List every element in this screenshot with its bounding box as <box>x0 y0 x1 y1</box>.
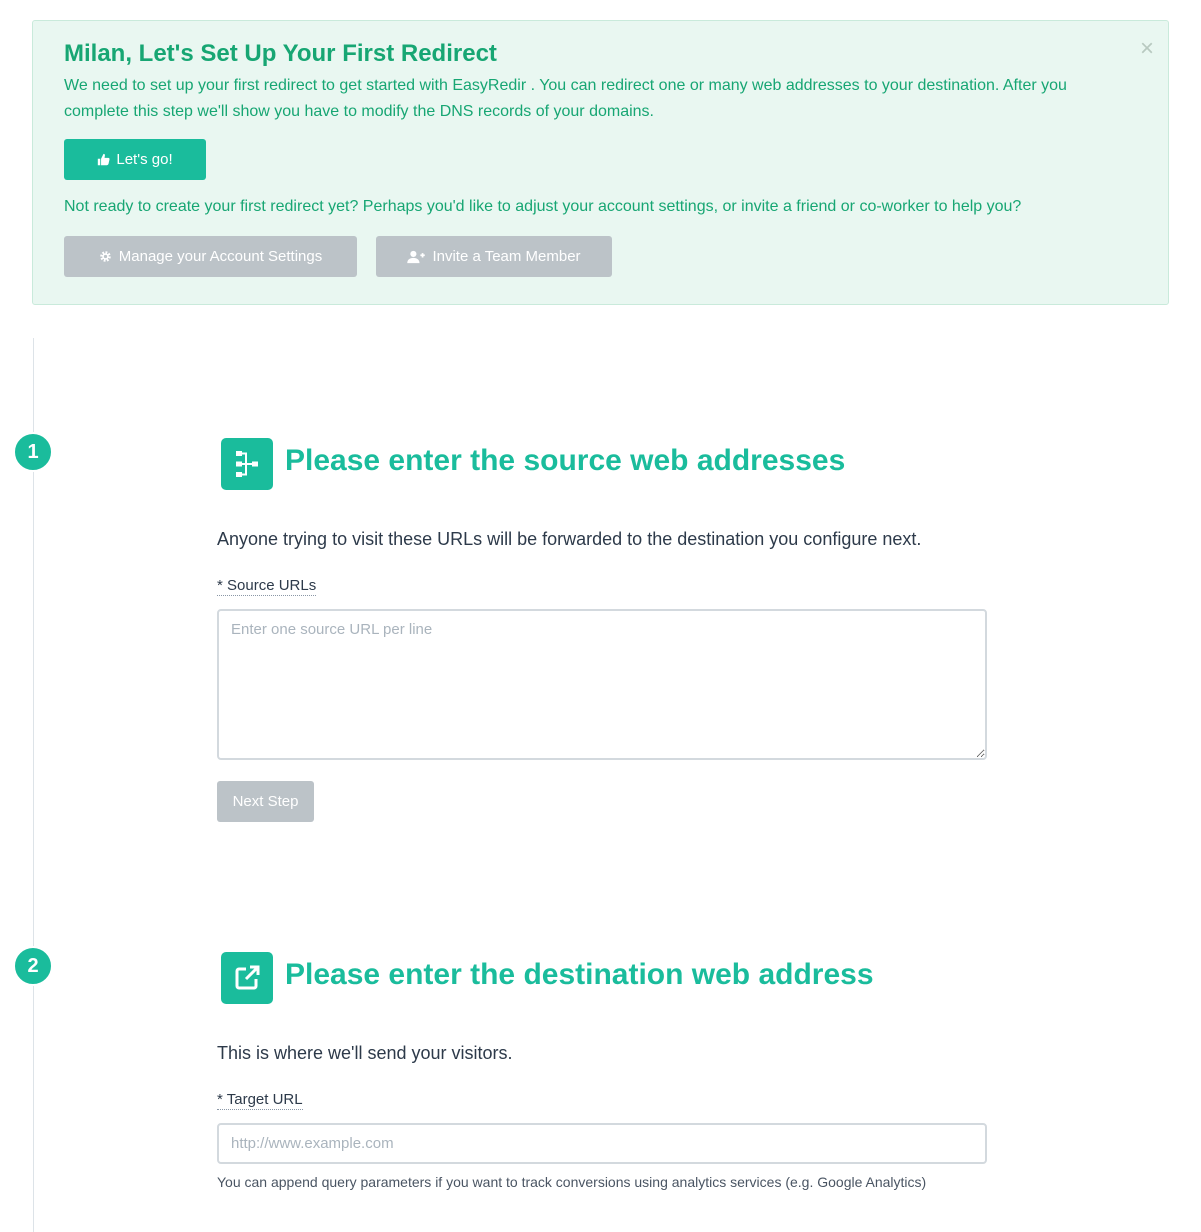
target-url-label: * Target URL <box>217 1091 303 1108</box>
step-1-number: 1 <box>13 432 53 472</box>
thumbs-up-icon <box>97 153 110 166</box>
step-2-title: Please enter the destination web address <box>285 958 874 991</box>
banner-title: Milan, Let's Set Up Your First Redirect <box>64 40 497 67</box>
manage-account-settings-button[interactable] <box>64 236 357 277</box>
setup-banner <box>32 20 1169 305</box>
next-step-button[interactable]: Next Step <box>217 781 314 822</box>
source-urls-textarea[interactable] <box>217 609 987 760</box>
step-1-title: Please enter the source web addresses <box>285 444 846 477</box>
user-plus-icon <box>407 250 425 264</box>
settings-label: Manage your Account Settings <box>118 248 323 265</box>
external-link-icon <box>221 952 273 1004</box>
target-url-input[interactable] <box>217 1123 987 1164</box>
gear-icon <box>99 250 112 263</box>
step-2-description: This is where we'll send your visitors. <box>217 1043 513 1063</box>
step-1-description: Anyone trying to visit these URLs will be forwarded to the destination you configure next. <box>217 529 922 549</box>
timeline-line <box>33 338 34 1232</box>
source-urls-label: * Source URLs <box>217 577 317 594</box>
sitemap-icon <box>221 438 273 490</box>
lets-go-button[interactable] <box>64 139 206 180</box>
step-2-number: 2 <box>13 946 53 986</box>
target-url-help-text: You can append query parameters if you want to track conversions using analytics services (e.g. Google Analytics) <box>217 1174 927 1190</box>
not-ready-text: Not ready to create your first redirect yet? Perhaps you'd like to adjust your account settings, or invite a friend or co-worker to help you? <box>64 198 1022 215</box>
close-icon[interactable]: × <box>1139 35 1154 62</box>
invite-label: Invite a Team Member <box>432 248 581 265</box>
banner-description: We need to set up your first redirect to get started with EasyRedir . You can redirect one or many web addresses to your destination. After you complete this step we'll show you have to modify the DNS records of your domains. <box>64 77 1067 120</box>
invite-team-member-button[interactable] <box>376 236 612 277</box>
lets-go-label: Let's go! <box>116 151 173 168</box>
